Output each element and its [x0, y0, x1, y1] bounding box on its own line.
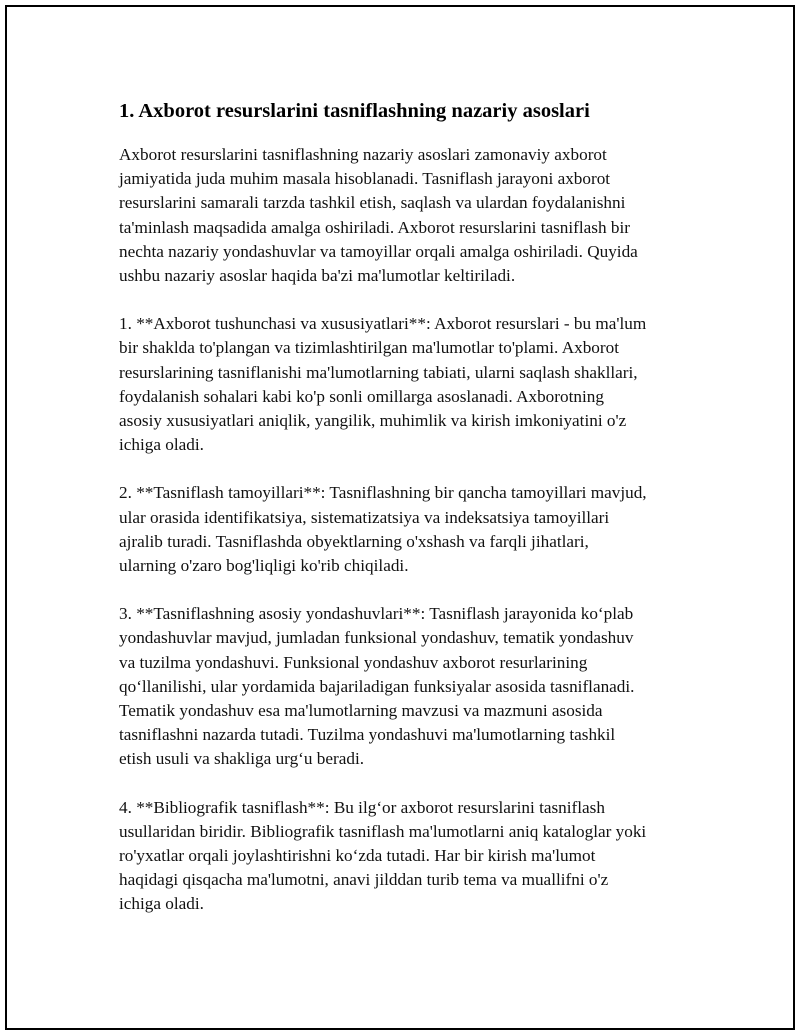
text-line: 2. **Tasniflash tamoyillari**: Tasniflashning bir qancha tamoyillari mavjud,: [119, 483, 647, 503]
text-line: jamiyatida juda muhim masala hisoblanadi. Tasniflash jarayoni axborot: [119, 169, 611, 189]
text-line: ushbu nazariy asoslar haqida ba'zi ma'lumotlar keltiriladi.: [119, 266, 516, 286]
text-line: ichiga oladi.: [119, 435, 204, 455]
text-line: ichiga oladi.: [119, 894, 204, 914]
text-line: Axborot resurslarini tasniflashning nazariy asoslari zamonaviy axborot: [119, 145, 607, 164]
text-line: etish usuli va shakliga urg‘u beradi.: [119, 749, 365, 769]
section-1-paragraph: [119, 312, 699, 457]
section-4-paragraph: [119, 796, 699, 917]
document-title: 1. Axborot resurslarini tasniflashning nazariy asoslari: [119, 100, 590, 122]
text-line: ularning o'zaro bog'liqligi ko'rib chiqiladi.: [119, 556, 409, 576]
text-line: ular orasida identifikatsiya, sistematizatsiya va indeksatsiya tamoyillari: [119, 507, 610, 527]
text-line: nechta nazariy yondashuvlar va tamoyillar orqali amalga oshiriladi. Quyida: [119, 241, 638, 261]
text-line: yondashuvlar mavjud, jumladan funksional yondashuv, tematik yondashuv: [119, 628, 634, 648]
text-line: asosiy xususiyatlari aniqlik, yangilik, muhimlik va kirish imkoniyatini o'z: [119, 411, 627, 431]
text-line: qo‘llanilishi, ular yordamida bajariladigan funksiyalar asosida tasniflanadi.: [119, 676, 635, 696]
intro-paragraph: [119, 143, 699, 288]
text-line: 4. **Bibliografik tasniflash**: Bu ilg‘or axborot resurslarini tasniflash: [119, 797, 605, 817]
text-line: Tematik yondashuv esa ma'lumotlarning mavzusi va mazmuni asosida: [119, 701, 603, 721]
text-line: resurslarining tasniflanishi ma'lumotlarning tabiati, ularni saqlash shakllari,: [119, 362, 638, 382]
section-2-paragraph: [119, 481, 699, 578]
text-line: usullaridan biridir. Bibliografik tasniflash ma'lumotlarni aniq kataloglar yoki: [119, 821, 647, 841]
text-line: ro'yxatlar orqali joylashtirishni ko‘zda tutadi. Har bir kirish ma'lumot: [119, 846, 596, 866]
text-line: 1. **Axborot tushunchasi va xususiyatlari**: Axborot resurslari - bu ma'lum: [119, 314, 647, 334]
text-line: ajralib turadi. Tasniflashda obyektlarning o'xshash va farqli jihatlari,: [119, 531, 589, 551]
page-frame: [5, 5, 795, 1030]
text-line: ta'minlash maqsadida amalga oshiriladi. Axborot resurslarini tasniflash bir: [119, 217, 630, 237]
text-line: 3. **Tasniflashning asosiy yondashuvlari**: Tasniflash jarayonida ko‘plab: [119, 604, 634, 624]
text-line: tasniflashni nazarda tutadi. Tuzilma yondashuvi ma'lumotlarning tashkil: [119, 725, 616, 745]
text-line: resurslarini samarali tarzda tashkil etish, saqlash va ulardan foydalanishni: [119, 193, 626, 213]
text-line: bir shaklda to'plangan va tizimlashtirilgan ma'lumotlar to'plami. Axborot: [119, 338, 619, 358]
text-line: foydalanish sohalari kabi ko'p sonli omillarga asoslanadi. Axborotning: [119, 386, 604, 406]
section-3-paragraph: [119, 602, 699, 771]
text-line: haqidagi qisqacha ma'lumotni, anavi jilddan turib tema va muallifni o'z: [119, 870, 609, 890]
document-body: [119, 97, 699, 941]
text-line: va tuzilma yondashuvi. Funksional yondashuv axborot resurlarining: [119, 652, 588, 672]
